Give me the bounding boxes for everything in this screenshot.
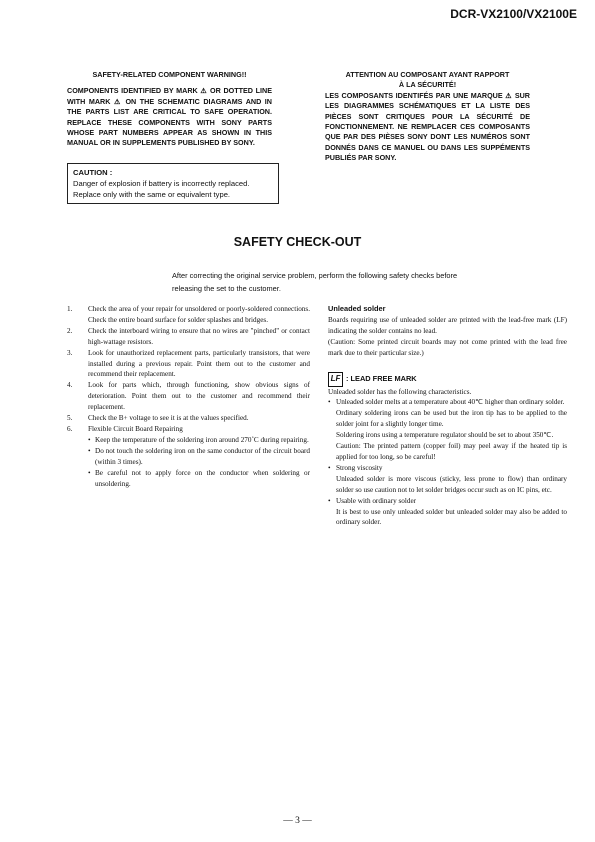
detail-text: It is best to use only unleaded solder but unleaded solder may also be added to ordinary solder.: [336, 507, 567, 527]
characteristic-item: [328, 397, 567, 408]
section-title: SAFETY CHECK-OUT: [233, 235, 362, 249]
characteristic-detail: [328, 474, 567, 496]
caution-line: Danger of explosion if battery is incorrectly replaced.: [73, 179, 250, 188]
characteristic-detail: [328, 408, 567, 430]
bullet: •: [88, 468, 91, 477]
characteristic-title: Unleaded solder melts at a temperature about 40℃ higher than ordinary solder.: [336, 398, 565, 407]
warning-body: LES COMPOSANTS IDENTIFÉS PAR UNE MARQUE ⚠ SUR LES DIAGRAMMES SCHÉMATIQUES ET LA LISTE DES PIÈCES SONT CRITIQUES POUR LA SÉCURITÉ DE FONCTIONNEMENT. NE REMPLACER CES COMPOSANTS QUE PAR DES PIÈSES SONY DONT LES NUMÉROS SONT DONNÉS DANS CE MANUEL OU DANS LES SUPPÉMENTS PUBLIÉS PAR SONY.: [325, 90, 530, 163]
detail-text: Soldering irons using a temperature regulator should be set to about 350℃.: [336, 431, 554, 440]
item-text: Check the area of your repair for unsoldered or poorly-soldered connections. Check the entire board surface for solder splashes and bridges.: [88, 305, 310, 324]
sub-item-text: Be careful not to apply force on the conductor when soldering or unsoldering.: [95, 468, 310, 488]
item-text: Look for parts which, through functioning, show obvious signs of deterioration. Point them out to the customer and recommend their replacement.: [88, 381, 310, 412]
caution-title: CAUTION :: [73, 168, 113, 177]
warning-body: COMPONENTS IDENTIFIED BY MARK ⚠ OR DOTTED LINE WITH MARK ⚠ ON THE SCHEMATIC DIAGRAMS AND IN THE PARTS LIST ARE CRITICAL TO SAFE OPERATION. REPLACE THESE COMPONENTS WITH SONY PARTS WHOSE PART NUMBERS APPEAR AS SHOWN IN THIS MANUAL OR IN SUPPLEMENTS PUBLISHED BY SONY.: [67, 86, 272, 148]
sub-list-item: [67, 468, 310, 490]
unleaded-para: Boards requiring use of unleaded solder are printed with the lead-free mark (LF) indicating the solder contains no lead.: [328, 315, 567, 335]
characteristic-title: Strong viscosity: [336, 463, 383, 472]
detail-text: Caution: The printed pattern (copper foil) may peel away if the heated tip is applied for too long, so be careful!: [336, 442, 567, 461]
sub-list-item: [67, 435, 310, 446]
sub-item-text: Keep the temperature of the soldering iron around 270˚C during repairing.: [95, 435, 309, 444]
warning-title-line2: À LA SÉCURITÉ!: [398, 80, 457, 90]
safety-warning-french: [325, 70, 530, 164]
page-number: — 3 —: [283, 816, 312, 826]
item-text: Check the B+ voltage to see it is at the values specified.: [88, 414, 249, 423]
detail-text: Unleaded solder is more viscous (sticky, less prone to flow) than ordinary solder so use caution not to let solder bridges occur such as on IC pins, etc.: [336, 474, 567, 494]
unleaded-title: Unleaded solder: [328, 304, 386, 313]
list-item: [67, 413, 310, 424]
characteristics-intro: Unleaded solder has the following characteristics.: [328, 387, 472, 396]
characteristic-detail: [328, 441, 567, 463]
sub-item-text: Do not touch the soldering iron on the same conductor of the circuit board (within 3 times).: [95, 446, 310, 466]
unleaded-solder-section: [328, 304, 567, 528]
lead-free-mark-heading: [328, 372, 567, 387]
checkout-list: [67, 304, 310, 489]
safety-warning-english: [67, 70, 272, 149]
characteristic-detail: [328, 430, 567, 441]
list-item: [67, 424, 310, 435]
bullet: •: [88, 435, 91, 444]
model-number: DCR-VX2100/VX2100E: [450, 7, 577, 21]
bullet: •: [88, 446, 91, 455]
caution-line: Replace only with the same or equivalent type.: [73, 190, 231, 199]
sub-list-item: [67, 446, 310, 468]
bullet: •: [328, 496, 331, 505]
item-text: Check the interboard wiring to ensure that no wires are "pinched" or contact high-wattage resistors.: [88, 326, 310, 346]
section-intro: After correcting the original service problem, perform the following safety checks before releasing the set to the customer.: [172, 271, 458, 293]
bullet: •: [328, 398, 331, 407]
warning-title: SAFETY-RELATED COMPONENT WARNING!!: [92, 70, 247, 79]
item-text: Look for unauthorized replacement parts, particularly transistors, that were installed during a previous repair. Point them out to the customer and recommend their replacement.: [88, 348, 310, 379]
item-number: 1.: [67, 305, 73, 313]
bullet: •: [328, 463, 331, 472]
item-number: 2.: [67, 326, 73, 335]
item-number: 6.: [67, 424, 73, 433]
list-item: [67, 380, 310, 413]
characteristic-item: [328, 463, 567, 474]
item-number: 4.: [67, 381, 73, 390]
lead-free-mark-title: : LEAD FREE MARK: [346, 373, 417, 383]
list-item: [67, 348, 310, 381]
characteristic-detail: [328, 507, 567, 529]
detail-text: Ordinary soldering irons can be used but the iron tip has to be applied to the solder joint for a slightly longer time.: [336, 409, 567, 429]
item-number: 5.: [67, 414, 73, 423]
item-number: 3.: [67, 348, 73, 357]
item-text: Flexible Circuit Board Repairing: [88, 424, 183, 433]
list-item: [67, 304, 310, 326]
lead-free-logo-icon: LF: [328, 372, 343, 387]
characteristic-title: Usable with ordinary solder: [336, 496, 417, 505]
characteristic-item: [328, 496, 567, 507]
unleaded-caution: (Caution: Some printed circuit boards may not come printed with the lead free mark due to their particular size.): [328, 337, 567, 357]
caution-box: [67, 163, 279, 204]
warning-title-line1: ATTENTION AU COMPOSANT AYANT RAPPORT: [345, 70, 510, 79]
list-item: [67, 326, 310, 348]
